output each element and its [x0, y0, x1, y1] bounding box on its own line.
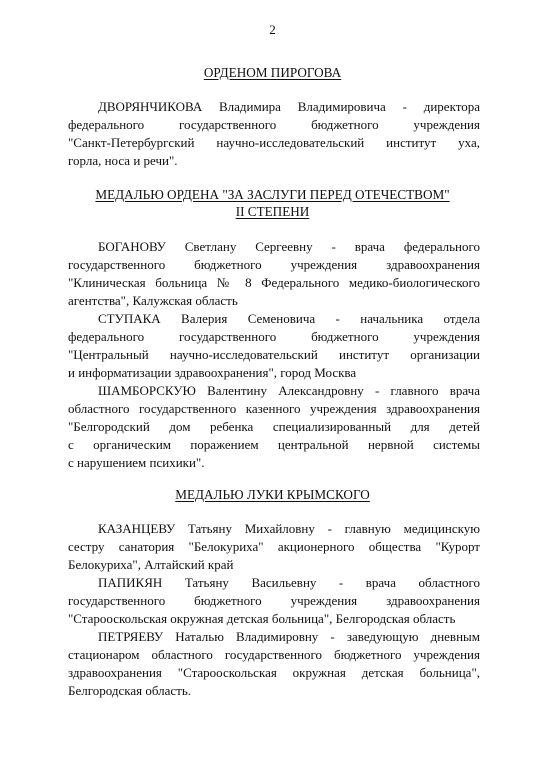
entry-line: государственного бюджетного учреждения здравоохранения [68, 593, 480, 608]
award-entry-petryaeva [68, 628, 480, 700]
award-entry-papikyan [68, 574, 480, 628]
section-heading-luka-krymsky-medal [0, 486, 545, 503]
entry-line: с органическим поражением центральной нервной системы [68, 437, 480, 452]
award-entry-boganova [68, 238, 480, 310]
entry-line: Белгородская область. [68, 683, 192, 698]
entry-line: "Центральный научно-исследовательский институт организации [68, 347, 480, 362]
award-entry-dvoryanchikov [68, 98, 480, 170]
entry-line: сестру санатория "Белокуриха" акционерного общества "Курорт [68, 539, 480, 554]
section-heading-merit-medal [0, 186, 545, 220]
entry-line: федерального государственного бюджетного учреждения [68, 329, 480, 344]
heading-line: МЕДАЛЬЮ ОРДЕНА "ЗА ЗАСЛУГИ ПЕРЕД ОТЕЧЕСТВОМ" [95, 187, 450, 202]
entry-line: БОГАНОВУ Светлану Сергеевну - врача федерального [98, 239, 480, 254]
entry-line: стационаром областного государственного бюджетного учреждения [68, 647, 480, 662]
entry-line: СТУПАКА Валерия Семеновича - начальника отдела [98, 311, 480, 326]
entry-line: агентства", Калужская область [68, 293, 238, 308]
heading-line: МЕДАЛЬЮ ЛУКИ КРЫМСКОГО [175, 487, 370, 502]
entry-line: "Старооскольская окружная детская больница", Белгородская область [68, 611, 456, 626]
heading-line: ОРДЕНОМ ПИРОГОВА [203, 65, 342, 80]
entry-line: здравоохранения "Старооскольская окружная детская больница", [68, 665, 480, 680]
entry-line: горла, носа и речи". [68, 153, 178, 168]
entry-line: ПЕТРЯЕВУ Наталью Владимировну - заведующую дневным [98, 629, 480, 644]
entry-line: КАЗАНЦЕВУ Татьяну Михайловну - главную медицинскую [98, 521, 480, 536]
entry-line: ПАПИКЯН Татьяну Васильевну - врача областного [98, 575, 480, 590]
heading-line: II СТЕПЕНИ [235, 204, 310, 219]
entry-line: и информатизации здравоохранения", город Москва [68, 365, 357, 380]
entry-line: областного государственного казенного учреждения здравоохранения [68, 401, 480, 416]
award-entry-shamborskaya [68, 382, 480, 472]
entry-line: Белокуриха", Алтайский край [68, 557, 234, 572]
page-number: 2 [269, 22, 276, 37]
entry-line: ШАМБОРСКУЮ Валентину Александровну - главного врача [98, 383, 480, 398]
award-entry-kazantseva [68, 520, 480, 574]
entry-line: "Клиническая больница № 8 Федерального медико-биологического [68, 275, 480, 290]
entry-line: ДВОРЯНЧИКОВА Владимира Владимировича - директора [98, 99, 480, 114]
award-entry-stupak [68, 310, 480, 382]
entry-line: государственного бюджетного учреждения здравоохранения [68, 257, 480, 272]
entry-line: "Белгородский дом ребенка специализированный для детей [68, 419, 480, 434]
entry-line: федерального государственного бюджетного учреждения [68, 117, 480, 132]
entry-line: "Санкт-Петербургский научно-исследовательский институт уха, [68, 135, 480, 150]
section-heading-pirogov-order [0, 64, 545, 81]
entry-line: с нарушением психики". [68, 455, 205, 470]
